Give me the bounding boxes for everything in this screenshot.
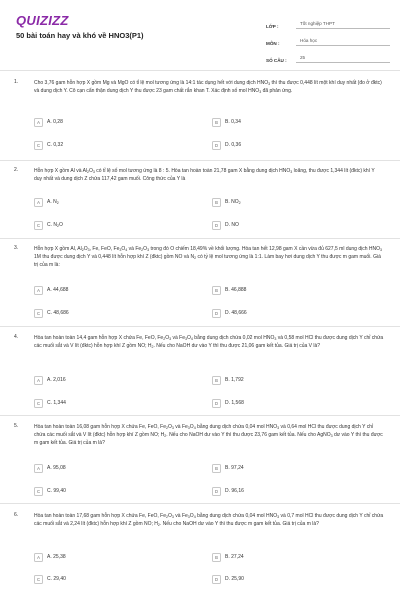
option-letter-box: C [34, 309, 43, 318]
option-letter-box: C [34, 487, 43, 496]
question-number: 5. [14, 423, 19, 429]
option-a[interactable] [34, 374, 182, 386]
meta-row-question-count [266, 47, 390, 63]
option-text: D. 1,568 [225, 400, 244, 406]
option-a[interactable] [34, 551, 182, 563]
option-text: D. 48,666 [225, 310, 247, 316]
option-letter-box: D [212, 221, 221, 230]
question-divider [0, 160, 400, 161]
option-letter-box: C [34, 221, 43, 230]
option-a[interactable] [34, 116, 182, 128]
option-letter-box: B [212, 553, 221, 562]
option-letter-box: C [34, 399, 43, 408]
option-c[interactable] [34, 485, 182, 497]
option-letter-box: B [212, 286, 221, 295]
option-text: A. 0,28 [47, 119, 63, 125]
question-text: Hòa tan hoàn toàn 16,08 gam hỗn hợp X chứa Fe, FeO, $Fe_2O_3$ và $Fe_3O_4$ bằng dung dịch chứa 0,04 mol $HNO_3$ và 0,64 mol HCl thu được dung dịch Y chỉ chứa các muối sắt và V lít (đktc) hỗn hợp khí Z gồm NO; $H_2$. Nếu cho NaOH dư vào Y thì thu được 23,76 gam kết tủa. Nếu cho AgNO$_3$ dư vào Y thì thu được m gam kết tủa. Giá trị của m là? [34, 424, 383, 446]
option-text: A. 25,38 [47, 554, 66, 560]
question-text: Hòa tan hoàn toàn 17,68 gam hỗn hợp X chứa Fe, FeO, $Fe_2O_3$ và $Fe_3O_4$ bằng dung dịch chứa 0,04 mol $HNO_3$ và 0,7 mol HCl thu được dung dịch Y chỉ chứa các muối sắt và 2,24 lít (đktc) hỗn hợp khí Z gồm NO; $H_2$. Nếu cho NaOH dư vào Y thì thu được m gam kết tủa. Giá trị của m là? [34, 513, 384, 527]
option-text: C. 29,40 [47, 576, 66, 582]
option-letter-box: D [212, 575, 221, 584]
option-text: B. 0,34 [225, 119, 241, 125]
meta-row-subject [266, 30, 390, 46]
option-d[interactable] [212, 573, 360, 585]
option-c[interactable] [34, 219, 182, 231]
question-divider [0, 238, 400, 239]
quizizz-logo: QUIZIZZ [16, 13, 69, 28]
option-c[interactable] [34, 139, 182, 151]
option-text: A. 44,688 [47, 287, 69, 293]
option-text: B. 1,792 [225, 377, 244, 383]
meta-key-question-count: SỐ CÂU : [266, 58, 287, 63]
option-text: B. 46,888 [225, 287, 247, 293]
option-text: B. 27,24 [225, 554, 244, 560]
question-divider [0, 326, 400, 327]
option-letter-box: A [34, 118, 43, 127]
option-d[interactable] [212, 397, 360, 409]
option-text: C. 48,686 [47, 310, 69, 316]
question-divider [0, 503, 400, 504]
option-letter-box: D [212, 399, 221, 408]
option-b[interactable] [212, 196, 360, 208]
option-letter-box: B [212, 118, 221, 127]
option-text: C. 1,344 [47, 400, 66, 406]
option-letter-box: B [212, 464, 221, 473]
option-b[interactable] [212, 116, 360, 128]
option-letter-box: D [212, 309, 221, 318]
question-number: 6. [14, 512, 19, 518]
option-text: C. 99,40 [47, 488, 66, 494]
option-text: B. $NO_2$ [225, 199, 241, 205]
question-number: 4. [14, 334, 19, 340]
option-a[interactable] [34, 462, 182, 474]
option-letter-box: C [34, 575, 43, 584]
question-number: 1. [14, 79, 19, 85]
option-c[interactable] [34, 573, 182, 585]
meta-value-question-count: 25 [296, 55, 390, 63]
option-c[interactable] [34, 307, 182, 319]
question-text: Hỗn hợp X gồm Al, $Al_2O_3$, Fe, FeO, $Fe_3O_4$ và $Fe_2O_3$ trong đó O chiếm 18,49% về khối lượng. Hòa tan hết 12,98 gam X cần vừa đủ 627,5 ml dung dịch $HNO_3$ 1M thu được dung dịch Y và 0,448 lít hỗn hợp khí Z (đktc) gồm NO và $N_2$ có tỷ lệ mol tương ứng là 1:1. Làm bay hơi dung dịch Y thu được m gam muối. Giá trị của m là: [34, 246, 382, 268]
meta-value-class: Tốt nghiệp THPT [296, 21, 390, 29]
question-text: Hỗn hợp X gồm Al và $Al_2O_3$ có tỉ lệ số mol tương ứng là 8 : 5. Hòa tan hoàn toàn 21,78 gam X bằng dung dịch $HNO_3$ loãng, thu được 1,344 lít (đktc) khí Y duy nhất và dung dịch Z chứa 117,42 gam muối. Công thức của Y là [34, 168, 375, 182]
option-letter-box: A [34, 464, 43, 473]
option-letter-box: B [212, 198, 221, 207]
meta-row-class [266, 13, 390, 29]
option-text: B. 97,24 [225, 465, 244, 471]
quiz-meta [266, 13, 390, 64]
question-number: 3. [14, 245, 19, 251]
option-text: D. 25,90 [225, 576, 244, 582]
option-text: D. NO [225, 222, 239, 228]
option-text: A. 95,08 [47, 465, 66, 471]
option-letter-box: C [34, 141, 43, 150]
option-letter-box: A [34, 286, 43, 295]
option-text: C. 0,32 [47, 142, 64, 148]
meta-key-subject: MÔN : [266, 41, 280, 46]
option-text: A. 2,016 [47, 377, 66, 383]
option-d[interactable] [212, 307, 360, 319]
option-text: D. 0,36 [225, 142, 242, 148]
option-d[interactable] [212, 485, 360, 497]
option-letter-box: B [212, 376, 221, 385]
option-letter-box: A [34, 376, 43, 385]
option-b[interactable] [212, 374, 360, 386]
header-divider [0, 70, 400, 71]
question-divider [0, 415, 400, 416]
option-b[interactable] [212, 284, 360, 296]
option-d[interactable] [212, 219, 360, 231]
option-d[interactable] [212, 139, 360, 151]
option-text: C. $N_2O$ [47, 222, 63, 228]
page-title: 50 bài toán hay và khó về HNO3(P1) [16, 31, 144, 40]
option-letter-box: D [212, 487, 221, 496]
option-b[interactable] [212, 462, 360, 474]
option-b[interactable] [212, 551, 360, 563]
meta-key-class: LỚP : [266, 24, 279, 29]
option-letter-box: D [212, 141, 221, 150]
option-a[interactable] [34, 196, 182, 208]
option-a[interactable] [34, 284, 182, 296]
option-letter-box: A [34, 198, 43, 207]
option-text: D. 96,16 [225, 488, 244, 494]
option-text: A. $N_2$ [47, 199, 59, 205]
option-letter-box: A [34, 553, 43, 562]
option-c[interactable] [34, 397, 182, 409]
question-text: Hòa tan hoàn toàn 14,4 gam hỗn hợp X chứa Fe, FeO, $Fe_2O_3$ và $Fe_3O_4$ bằng dung dịch chứa 0,02 mol $HNO_3$ và 0,58 mol HCl thu được dung dịch Y chỉ chứa các muối sắt và V lít (đktc) hỗn hợp khí Z gồm NO; $H_2$. Nếu cho NaOH dư vào Y thì thu được 21,06 gam kết tủa. Giá trị của V là? [34, 335, 384, 349]
meta-value-subject: Hóa học [296, 38, 390, 46]
question-number: 2. [14, 167, 19, 173]
question-text: Cho 3,76 gam hỗn hợp X gồm Mg và MgO có tỉ lệ mol tương ứng là 14:1 tác dụng hết với dung dịch $HNO_3$ thì thu được 0,448 lít một khí duy nhất (đo ở đktc) và dung dịch Y. Cô cạn cẩn thận dung dịch Y thu được 23 gam chất rắn khan T. Xác định số mol $HNO_3$ đã phản ứng. [34, 80, 382, 94]
